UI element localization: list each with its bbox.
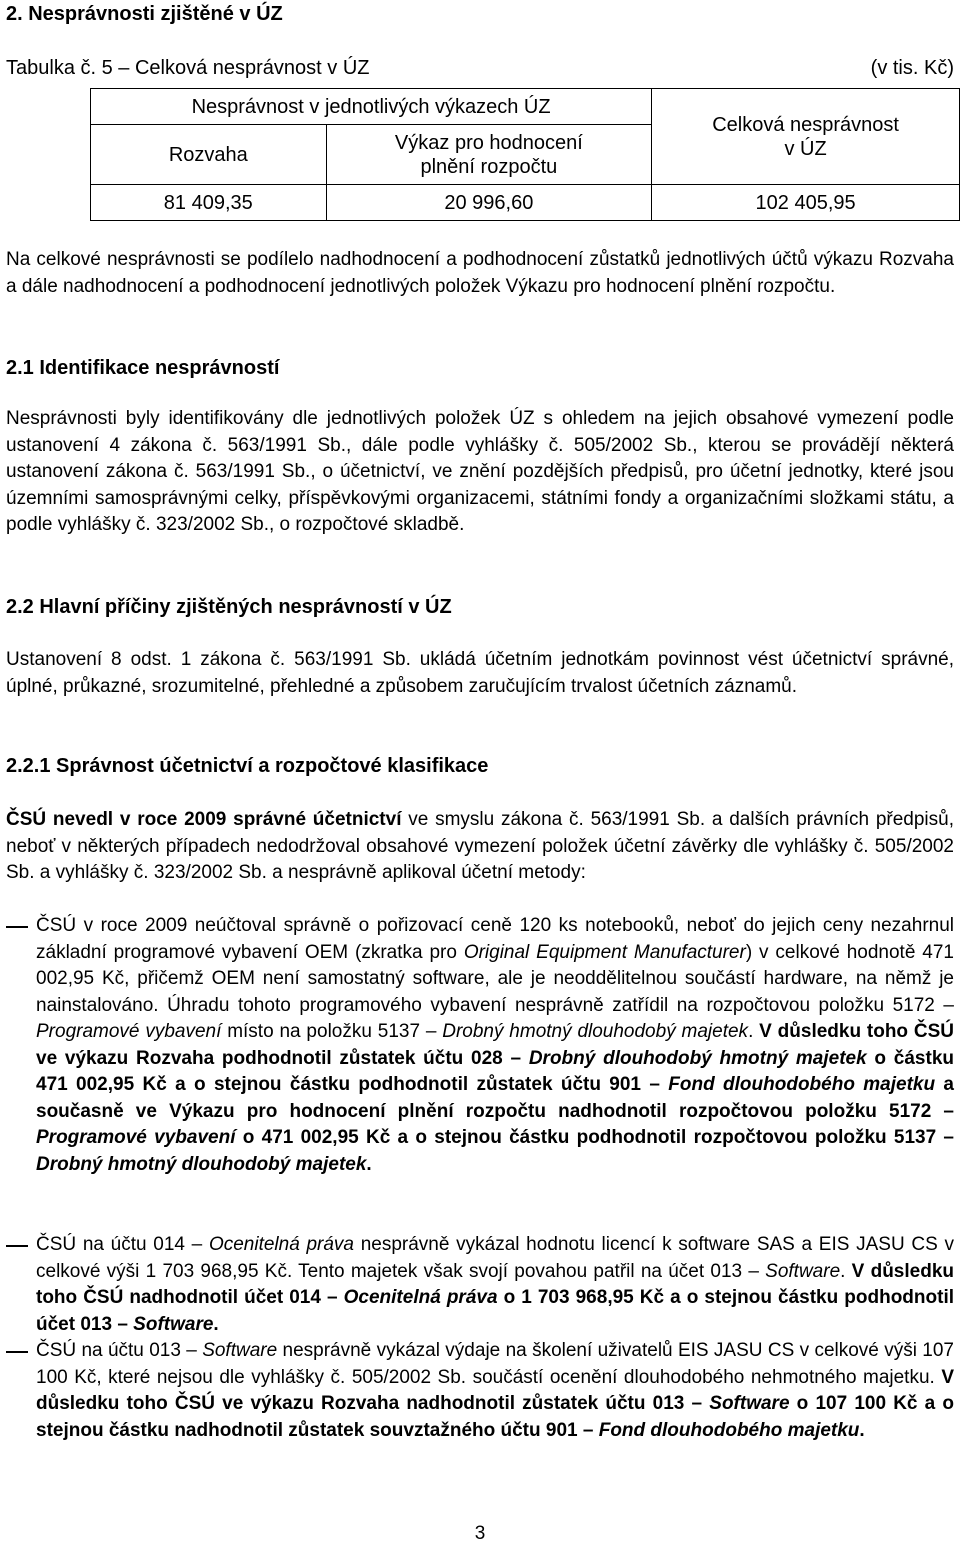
heading-2-2: 2.2 Hlavní příčiny zjištěných nesprávností v ÚZ bbox=[6, 596, 452, 618]
text-run: nesprávně vykázal hodnotu licencí k software SAS a EIS JASU CS v celkové výši 1 703 968,95 Kč. Tento majetek však svojí povahou patřil na účet 013 – bbox=[36, 1234, 954, 1282]
page-number: 3 bbox=[474, 1523, 486, 1544]
text-run: nesprávně vykázal výdaje na školení uživatelů EIS JASU CS v celkové výši 107 100 Kč, které nejsou dle vyhlášky č. 505/2002 Sb. součástí ocenění dlouhodobého nehmotného majetku. bbox=[36, 1340, 954, 1388]
table-caption: Tabulka č. 5 – Celková nesprávnost v ÚZ bbox=[6, 57, 370, 79]
dash-bullet-icon bbox=[6, 1351, 28, 1353]
text-run: . bbox=[748, 1021, 760, 1042]
text-run: ČSÚ na účtu 013 – bbox=[36, 1340, 203, 1361]
table-unit: (v tis. Kč) bbox=[870, 57, 954, 79]
table-cell-rozvaha: 81 409,35 bbox=[91, 185, 327, 221]
text-run: o 471 002,95 Kč a o stejnou částku podhodnotil rozpočtovou položku 5137 – bbox=[235, 1127, 955, 1148]
paragraph-1: Na celkové nesprávnosti se podílelo nadhodnocení a podhodnocení zůstatků jednotlivých účtů výkazu Rozvaha a dále nadhodnocení a podhodnocení jednotlivých položek Výkazu pro hodnocení plnění rozpočtu. bbox=[6, 249, 954, 297]
text-run: Fond dlouhodobého majetku bbox=[598, 1419, 860, 1441]
dash-bullet-icon bbox=[6, 926, 28, 928]
table-cell-total: 102 405,95 bbox=[652, 185, 960, 221]
heading-2-1: 2.1 Identifikace nesprávností bbox=[6, 357, 280, 379]
text-run: V důsledku toho ČSÚ ve výkazu Rozvaha podhodnotil zůstatek účtu 028 – bbox=[36, 1021, 954, 1069]
text-run: ČSÚ na účtu 014 – bbox=[36, 1234, 209, 1255]
table-header-rozvaha: Rozvaha bbox=[91, 125, 327, 185]
text-run: Software bbox=[765, 1260, 841, 1282]
text-run: Fond dlouhodobého majetku bbox=[668, 1074, 936, 1095]
text-run: Programové vybavení bbox=[36, 1021, 222, 1042]
table-group-header: Nesprávnost v jednotlivých výkazech ÚZ bbox=[91, 89, 652, 125]
dash-bullet-icon bbox=[6, 1245, 28, 1247]
text-run: Ocenitelná práva bbox=[208, 1234, 354, 1255]
table-header-vykaz: Výkaz pro hodnocení plnění rozpočtu bbox=[326, 125, 652, 185]
table-caption-row bbox=[6, 57, 954, 80]
text-run: Software bbox=[202, 1340, 278, 1361]
text-run: a současně ve Výkazu pro hodnocení plnění rozpočtu nadhodnotil rozpočtovou položku 5172 – bbox=[36, 1074, 955, 1122]
inaccuracy-table bbox=[90, 88, 960, 221]
text-run: . bbox=[859, 1419, 865, 1441]
paragraph-2: Nesprávnosti byly identifikovány dle jednotlivých položek ÚZ s ohledem na jejich obsahové vymezení podle ustanovení 4 zákona č. 563/1991 Sb., dále podle vyhlášky č. 505/2002 Sb., kterou se provádějí některá ustanovení zákona č. 563/1991 Sb., o účetnictví, ve znění pozdějších předpisů, pro účetní jednotky, které jsou územními samosprávnými celky, příspěvkovými organizacemi, státními fondy a organizačními složkami státu, a podle vyhlášky č. 323/2002 Sb., o rozpočtové skladbě. bbox=[6, 408, 954, 535]
text-run: Original Equipment Manufacturer bbox=[463, 941, 746, 963]
text-run: ) v celkové hodnotě 471 002,95 Kč, přičemž OEM není samostatný software, ale je neoddělitelnou součástí hardware, na němž je nainstalováno. Úhradu tohoto programového vybavení nesprávně zatřídil na rozpočtovou položku 5172 – bbox=[36, 941, 954, 1016]
text-run: Drobný dlouhodobý hmotný majetek bbox=[528, 1047, 867, 1069]
text-run: Software bbox=[133, 1313, 214, 1335]
text-run: o 1 703 968,95 Kč a o stejnou částku podhodnotil účet 013 – bbox=[36, 1287, 955, 1335]
text-run: ČSÚ v roce 2009 neúčtoval správně o pořizovací ceně 120 ks notebooků, neboť do jejich ceny nezahrnul základní programové vybavení OEM (zkratka pro bbox=[36, 915, 954, 963]
text-run: V důsledku toho ČSÚ nadhodnotil účet 014 – bbox=[36, 1260, 954, 1308]
list-item-text bbox=[36, 913, 954, 1178]
section-title: 2. Nesprávnosti zjištěné v ÚZ bbox=[6, 3, 283, 25]
text-run: . bbox=[213, 1313, 219, 1335]
table-cell-vykaz: 20 996,60 bbox=[326, 185, 652, 221]
table-header-total: Celková nesprávnost v ÚZ bbox=[652, 89, 960, 185]
list-item-text bbox=[36, 1232, 954, 1338]
list-item-text bbox=[36, 1338, 954, 1444]
heading-2-2-1: 2.2.1 Správnost účetnictví a rozpočtové klasifikace bbox=[6, 755, 489, 777]
text-run: . bbox=[840, 1260, 852, 1282]
text-run: Ocenitelná práva bbox=[343, 1287, 498, 1308]
text-run: V důsledku toho ČSÚ ve výkazu Rozvaha nadhodnotil zůstatek účtu 013 – bbox=[36, 1366, 954, 1414]
paragraph-4 bbox=[6, 807, 954, 887]
text-run: o částku 471 002,95 Kč a o stejnou částku podhodnotil zůstatek účtu 901 – bbox=[36, 1047, 954, 1095]
text-run: místo na položku 5137 – bbox=[221, 1021, 443, 1042]
paragraph-3: Ustanovení 8 odst. 1 zákona č. 563/1991 Sb. ukládá účetním jednotkám povinnost vést účetnictví správné, úplné, průkazné, srozumitelné, přehledné a způsobem zaručujícím trvalost účetních záznamů. bbox=[6, 649, 954, 697]
text-run: . bbox=[366, 1153, 372, 1175]
text-run: Drobný hmotný dlouhodobý majetek bbox=[442, 1021, 749, 1042]
paragraph-4-bold: ČSÚ nevedl v roce 2009 správné účetnictví bbox=[6, 809, 402, 830]
text-run: Software bbox=[709, 1393, 790, 1414]
text-run: Drobný hmotný dlouhodobý majetek bbox=[36, 1153, 367, 1175]
paragraph-4-text: ve smyslu zákona č. 563/1991 Sb. a dalších právních předpisů, neboť v některých případech nedodržoval obsahové vymezení položek účetní závěrky dle vyhlášky č. 505/2002 Sb. a vyhlášky č. 323/2002 Sb. a nesprávně aplikoval účetní metody: bbox=[6, 809, 955, 883]
text-run: o 107 100 Kč a o stejnou částku nadhodnotil zůstatek souvztažného účtu 901 – bbox=[36, 1393, 954, 1441]
text-run: Programové vybavení bbox=[36, 1127, 236, 1148]
